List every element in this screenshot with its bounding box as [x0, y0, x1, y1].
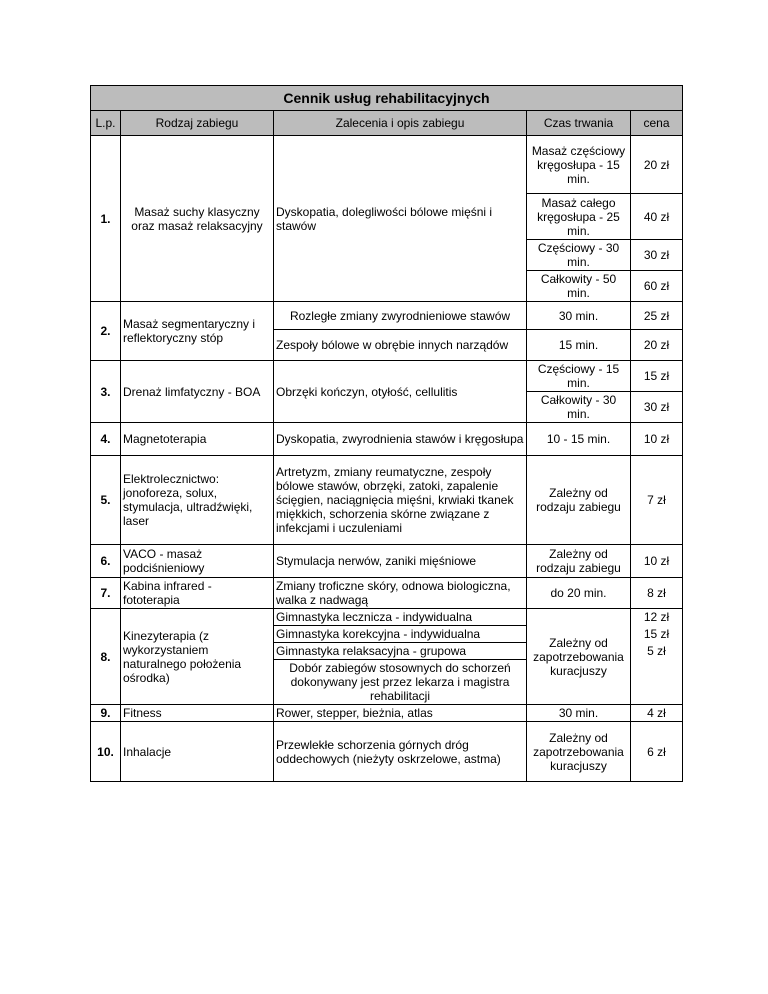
price: 60 zł [631, 271, 683, 302]
price: 10 zł [631, 545, 683, 578]
table-row [91, 578, 683, 609]
table-row [91, 136, 683, 194]
row-number: 4. [91, 423, 121, 456]
row-number: 10. [91, 722, 121, 782]
duration: 30 min. [527, 705, 631, 722]
treatment-type: Drenaż limfatyczny - BOA [121, 361, 274, 423]
treatment-type: Fitness [121, 705, 274, 722]
price: 30 zł [631, 240, 683, 271]
treatment-type: VACO - masaż podciśnieniowy [121, 545, 274, 578]
price: 7 zł [631, 456, 683, 545]
treatment-description: Gimnastyka relaksacyjna - grupowa [274, 643, 527, 660]
price: 40 zł [631, 194, 683, 240]
price: 5 zł [631, 643, 683, 660]
treatment-type: Masaż segmentaryczny i reflektoryczny stóp [121, 302, 274, 361]
header-type: Rodzaj zabiegu [121, 111, 274, 136]
row-number: 7. [91, 578, 121, 609]
price: 30 zł [631, 392, 683, 423]
header-lp: L.p. [91, 111, 121, 136]
price-table [90, 85, 683, 782]
treatment-type: Elektrolecznictwo: jonoforeza, solux, stymulacja, ultradźwięki, laser [121, 456, 274, 545]
duration: Masaż całego kręgosłupa - 25 min. [527, 194, 631, 240]
row-number: 5. [91, 456, 121, 545]
table-row [91, 302, 683, 330]
row-number: 9. [91, 705, 121, 722]
table-row [91, 722, 683, 782]
price: 25 zł [631, 302, 683, 330]
row-number: 1. [91, 136, 121, 302]
table-row [91, 545, 683, 578]
price: 6 zł [631, 722, 683, 782]
treatment-description: Dyskopatia, dolegliwości bólowe mięśni i stawów [274, 136, 527, 302]
header-time: Czas trwania [527, 111, 631, 136]
treatment-type: Masaż suchy klasyczny oraz masaż relaksacyjny [121, 136, 274, 302]
duration: 15 min. [527, 330, 631, 361]
duration: Zależny od rodzaju zabiegu [527, 456, 631, 545]
treatment-type: Magnetoterapia [121, 423, 274, 456]
treatment-description: Dyskopatia, zwyrodnienia stawów i kręgosłupa [274, 423, 527, 456]
treatment-description: Stymulacja nerwów, zaniki mięśniowe [274, 545, 527, 578]
duration: do 20 min. [527, 578, 631, 609]
table-title: Cennik usług rehabilitacyjnych [91, 86, 683, 111]
header-desc: Zalecenia i opis zabiegu [274, 111, 527, 136]
treatment-description: Artretyzm, zmiany reumatyczne, zespoły bólowe stawów, obrzęki, zatoki, zapalenie ścięgien, naciągnięcia mięśni, krwiaki tkanek miękkich, schorzenia skórne związane z infekcjami i uczuleniami [274, 456, 527, 545]
treatment-description: Obrzęki kończyn, otyłość, cellulitis [274, 361, 527, 423]
header-row [91, 111, 683, 136]
price: 15 zł [631, 626, 683, 643]
duration: Zależny od zapotrzebowania kuracjuszy [527, 722, 631, 782]
table-row [91, 609, 683, 626]
price: 4 zł [631, 705, 683, 722]
duration: 30 min. [527, 302, 631, 330]
header-price: cena [631, 111, 683, 136]
duration: Zależny od rodzaju zabiegu [527, 545, 631, 578]
duration: Zależny od zapotrzebowania kuracjuszy [527, 609, 631, 705]
treatment-description: Przewlekłe schorzenia górnych dróg oddechowych (nieżyty oskrzelowe, astma) [274, 722, 527, 782]
row-number: 3. [91, 361, 121, 423]
row-number: 2. [91, 302, 121, 361]
price: 12 zł [631, 609, 683, 626]
table-row [91, 456, 683, 545]
table-row [91, 705, 683, 722]
price-list-sheet [90, 85, 682, 782]
price: 10 zł [631, 423, 683, 456]
treatment-description: Gimnastyka korekcyjna - indywidualna [274, 626, 527, 643]
price: 15 zł [631, 361, 683, 392]
treatment-description: Rower, stepper, bieżnia, atlas [274, 705, 527, 722]
row-number: 8. [91, 609, 121, 705]
price-empty [631, 660, 683, 705]
treatment-description: Dobór zabiegów stosownych do schorzeń dokonywany jest przez lekarza i magistra rehabilitacji [274, 660, 527, 705]
row-number: 6. [91, 545, 121, 578]
duration: 10 - 15 min. [527, 423, 631, 456]
duration: Częściowy - 15 min. [527, 361, 631, 392]
treatment-type: Kinezyterapia (z wykorzystaniem naturalnego położenia ośrodka) [121, 609, 274, 705]
treatment-description: Zmiany troficzne skóry, odnowa biologiczna, walka z nadwagą [274, 578, 527, 609]
treatment-description: Gimnastyka lecznicza - indywidualna [274, 609, 527, 626]
price: 20 zł [631, 330, 683, 361]
table-row [91, 423, 683, 456]
treatment-type: Inhalacje [121, 722, 274, 782]
treatment-type: Kabina infrared - fototerapia [121, 578, 274, 609]
duration: Masaż częściowy kręgosłupa - 15 min. [527, 136, 631, 194]
duration: Całkowity - 50 min. [527, 271, 631, 302]
title-row [91, 86, 683, 111]
price: 20 zł [631, 136, 683, 194]
table-row [91, 361, 683, 392]
treatment-description: Zespoły bólowe w obrębie innych narządów [274, 330, 527, 361]
duration: Całkowity - 30 min. [527, 392, 631, 423]
duration: Częściowy - 30 min. [527, 240, 631, 271]
price: 8 zł [631, 578, 683, 609]
treatment-description: Rozległe zmiany zwyrodnieniowe stawów [274, 302, 527, 330]
